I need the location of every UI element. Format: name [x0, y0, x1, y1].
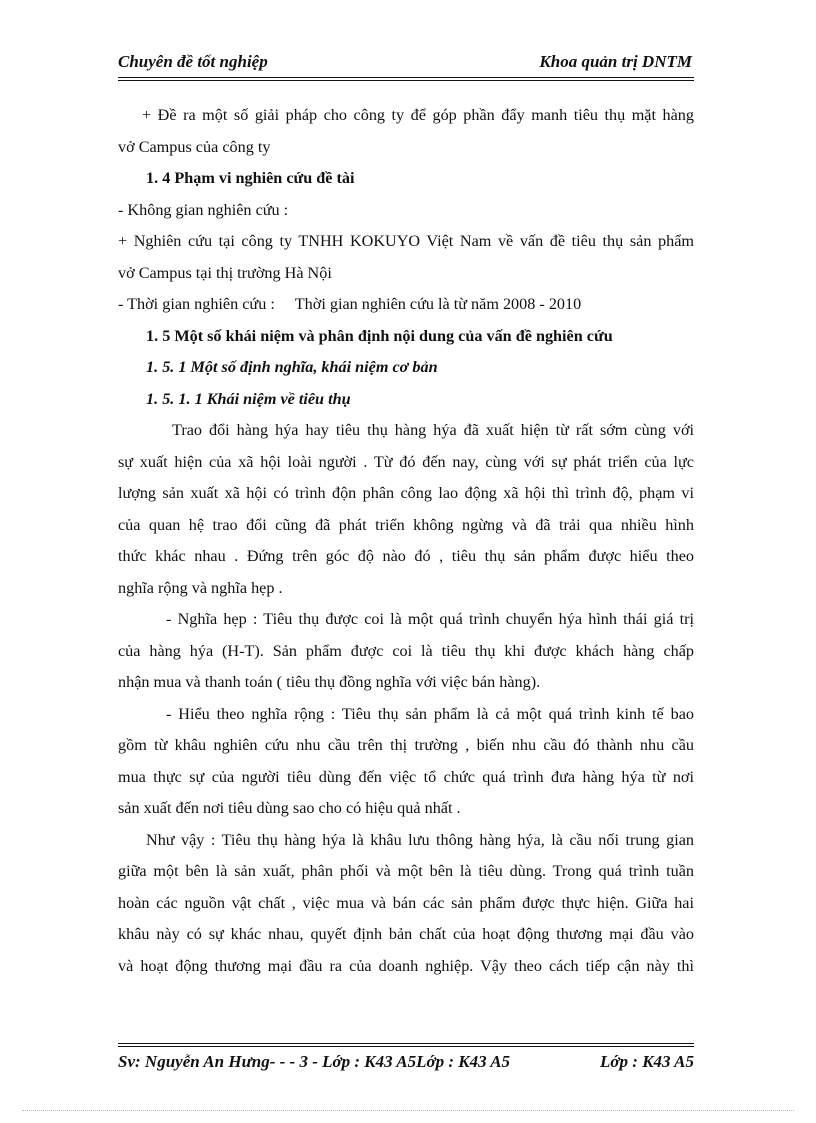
document-body [118, 103, 694, 985]
text-line: - Thời gian nghiên cứu : Thời gian nghiên cứu là từ năm 2008 - 2010 [118, 295, 582, 313]
subsection-heading: 1. 5. 1. 1 Khái niệm về tiêu thụ [146, 389, 351, 408]
text-line: của hàng hýa (H-T). Sản phẩm được coi là tiêu thụ khi được khách hàng chấp [118, 641, 694, 660]
header-rule-thin [118, 80, 694, 81]
text-line: sản xuất đến nơi tiêu dùng sao cho có hiệu quả nhất . [118, 799, 461, 817]
text-line: sự xuất hiện của xã hội loài người . Từ đó đến nay, cùng với sự phát triển của lực [118, 452, 694, 471]
text-line: - Không gian nghiên cứu : [118, 200, 289, 219]
text-line: vở Campus tại thị trường Hà Nội [118, 263, 332, 282]
text-line: vở Campus của công ty [118, 137, 271, 156]
section-heading: 1. 4 Phạm vi nghiên cứu đề tài [146, 169, 355, 187]
page-header [118, 50, 692, 76]
header-faculty: Khoa quản trị DNTM [539, 52, 692, 71]
text-line: hoàn các nguồn vật chất , việc mua và bán các sản phẩm được thực hiện. Giữa hai [118, 893, 694, 912]
text-line: Trao đổi hàng hýa hay tiêu thụ hàng hýa đã xuất hiện từ rất sớm cùng với [172, 421, 694, 439]
text-line: lượng sản xuất xã hội có trình độn phân công lao động xã hội thì trình độ, phạm vi [118, 484, 694, 502]
page-bottom-dotted-border [22, 1110, 794, 1111]
text-line: - Hiểu theo nghĩa rộng : Tiêu thụ sản phẩm là cả một quá trình kinh tế bao [166, 704, 694, 723]
section-heading: 1. 5 Một số khái niệm và phân định nội dung của vấn đề nghiên cứu [146, 326, 613, 345]
text-line: của quan hệ trao đổi cũng đã phát triển không ngừng và đã trải qua nhiều hình [118, 515, 694, 534]
text-line: thức khác nhau . Đứng trên góc độ nào đó , tiêu thụ sản phẩm được hiểu theo [118, 547, 694, 565]
text-line: và hoạt động thương mại đầu ra của doanh nghiệp. Vậy theo cách tiếp cận này thì [118, 956, 694, 975]
text-line: mua thực sự của người tiêu dùng đến việc tổ chức quá trình đưa hàng hýa từ nơi [118, 767, 694, 786]
text-line: + Nghiên cứu tại công ty TNHH KOKUYO Việt Nam về vấn đề tiêu thụ sản phẩm [118, 232, 694, 250]
footer-rule-thin [118, 1043, 694, 1044]
text-line: nghĩa rộng và nghĩa hẹp . [118, 578, 283, 597]
header-thesis-title: Chuyên đề tốt nghiệp [118, 52, 268, 71]
footer-class: Lớp : K43 A5 [600, 1052, 694, 1071]
footer-rule [118, 1046, 694, 1047]
text-line: + Đề ra một số giải pháp cho công ty để góp phần đẩy manh tiêu thụ mặt hàng [142, 106, 694, 124]
header-rule [118, 77, 694, 78]
text-line: khâu này có sự khác nhau, quyết định bản chất của hoạt động thương mại đầu vào [118, 925, 694, 943]
page-footer [118, 1052, 694, 1078]
footer-student-info: Sv: Nguyễn An Hưng- - - 3 - Lớp : K43 A5Lớp : K43 A5 [118, 1052, 511, 1071]
text-line: - Nghĩa hẹp : Tiêu thụ được coi là một quá trình chuyển hýa hình thái giá trị [166, 610, 694, 628]
text-line: nhận mua và thanh toán ( tiêu thụ đồng nghĩa với việc bán hàng). [118, 673, 541, 691]
text-line: Như vậy : Tiêu thụ hàng hýa là khâu lưu thông hàng hýa, là cầu nối trung gian [146, 830, 694, 849]
text-line: giữa một bên là sản xuất, phân phối và một bên là tiêu dùng. Trong quá trình tuần [118, 862, 694, 880]
text-line: gồm từ khâu nghiên cứu nhu cầu trên thị trường , biến nhu cầu đó thành nhu cầu [118, 736, 694, 754]
subsection-heading: 1. 5. 1 Một số định nghĩa, khái niệm cơ bản [146, 358, 438, 376]
